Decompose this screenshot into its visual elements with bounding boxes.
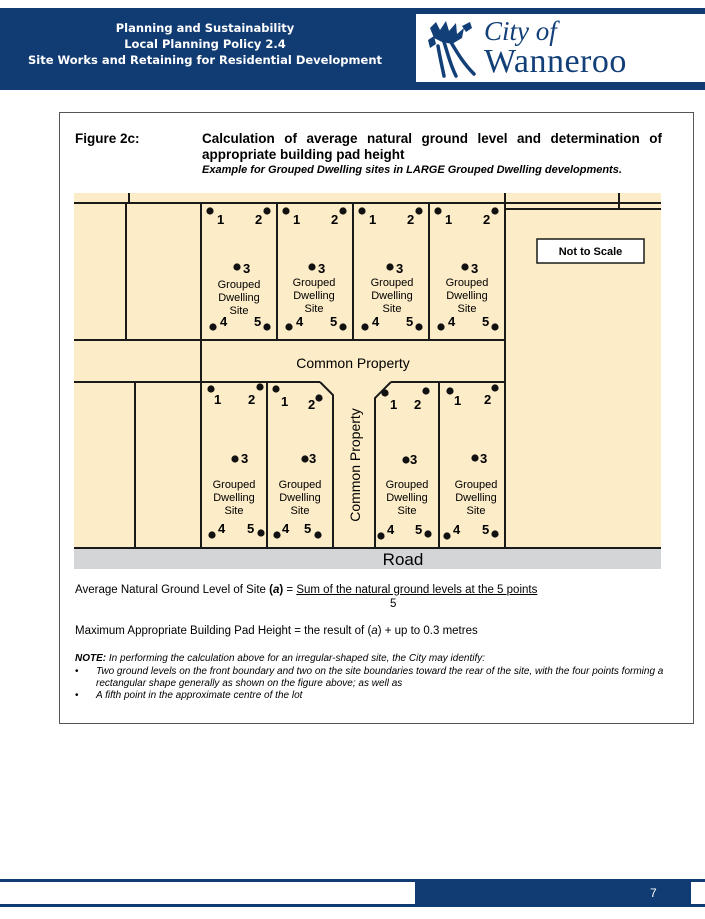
banksia-logo-icon <box>422 18 482 78</box>
survey-point-dot <box>257 529 264 536</box>
note <box>75 653 485 664</box>
header-line-2: Local Planning Policy 2.4 <box>124 37 286 51</box>
survey-point-dot <box>415 207 422 214</box>
survey-point-dot <box>402 456 409 463</box>
survey-point-dot <box>386 263 393 270</box>
survey-point-label: 4 <box>220 314 228 329</box>
site-diagram <box>74 193 661 569</box>
max-height-var: a <box>371 625 378 637</box>
survey-point-label: 2 <box>255 212 263 227</box>
max-height-suffix: ) + up to 0.3 metres <box>377 625 478 637</box>
bullet-dot: • <box>75 690 79 701</box>
survey-point-label: 4 <box>448 314 456 329</box>
survey-point-dot <box>491 323 498 330</box>
logo-city-text: City of <box>484 16 557 46</box>
survey-point-dot <box>422 387 429 394</box>
not-to-scale-label: Not to Scale <box>558 246 623 258</box>
survey-point-label: 2 <box>331 212 339 227</box>
common-property-vertical-label: Common Property <box>347 408 363 522</box>
header-title-block <box>0 20 410 68</box>
site-label-line: Site <box>290 505 310 517</box>
site-label-line: Grouped <box>292 277 336 289</box>
formula-var: a <box>272 584 280 596</box>
survey-point-dot <box>308 263 315 270</box>
survey-point-label: 5 <box>482 314 490 329</box>
survey-point-label: 5 <box>482 522 490 537</box>
city-logo <box>416 14 705 82</box>
average-level-formula <box>75 584 537 596</box>
survey-point-dot <box>206 207 213 214</box>
survey-point-dot <box>491 530 498 537</box>
site-label-line: Dwelling <box>446 290 488 302</box>
survey-point-dot <box>471 454 478 461</box>
survey-point-dot <box>434 207 441 214</box>
footer-bottom-line <box>0 904 705 907</box>
site-label-line: Site <box>304 303 324 315</box>
note-bullet-1-text: Two ground levels on the front boundary and two on the site boundaries toward the rear of the site, with the four points forming a rectangular shape generally as shown on the figure above; as well as <box>96 666 664 689</box>
survey-point-dot <box>272 385 279 392</box>
site-label-line: Site <box>224 505 244 517</box>
survey-point-dot <box>339 207 346 214</box>
note-label: NOTE: <box>75 653 107 664</box>
common-property-label: Common Property <box>296 355 410 371</box>
survey-point-dot <box>263 207 270 214</box>
survey-point-label: 4 <box>282 521 290 536</box>
survey-point-label: 3 <box>309 451 317 466</box>
site-label-line: Site <box>382 303 402 315</box>
site-label-line: Grouped <box>212 479 256 491</box>
survey-point-label: 1 <box>214 392 222 407</box>
header-line-1: Planning and Sustainability <box>115 21 295 35</box>
survey-point-label: 3 <box>318 261 326 276</box>
survey-point-label: 3 <box>243 261 251 276</box>
figure-label: Figure 2c: <box>75 131 140 146</box>
site-label-line: Grouped <box>454 479 498 491</box>
site-label-line: Grouped <box>217 279 261 291</box>
formula-prefix: Average Natural Ground Level of Site <box>75 584 270 596</box>
survey-point-dot <box>231 455 238 462</box>
survey-point-label: 1 <box>293 212 301 227</box>
survey-point-label: 2 <box>308 397 316 412</box>
road-label: Road <box>382 550 424 569</box>
survey-point-label: 5 <box>247 521 255 536</box>
survey-point-label: 1 <box>281 394 289 409</box>
survey-point-dot <box>424 530 431 537</box>
figure-subtitle: Example for Grouped Dwelling sites in LARGE Grouped Dwelling developments. <box>202 164 622 176</box>
survey-point-dot <box>301 455 308 462</box>
site-label-line: Dwelling <box>371 290 413 302</box>
survey-point-dot <box>285 323 292 330</box>
site-label-line: Site <box>397 505 417 517</box>
survey-point-dot <box>263 323 270 330</box>
survey-point-label: 3 <box>241 451 249 466</box>
site-label-line: Dwelling <box>293 290 335 302</box>
survey-point-label: 4 <box>296 314 304 329</box>
survey-point-dot <box>339 323 346 330</box>
survey-point-label: 3 <box>480 451 488 466</box>
formula-equals: = <box>283 584 297 596</box>
max-height-prefix: Maximum Appropriate Building Pad Height = the result of ( <box>75 625 372 637</box>
survey-point-dot <box>209 323 216 330</box>
site-label-line: Dwelling <box>386 492 428 504</box>
survey-point-label: 2 <box>483 212 491 227</box>
survey-point-label: 1 <box>217 212 225 227</box>
survey-point-dot <box>208 531 215 538</box>
survey-point-label: 2 <box>484 392 492 407</box>
survey-point-label: 4 <box>387 522 395 537</box>
survey-point-label: 3 <box>396 261 404 276</box>
survey-point-label: 1 <box>390 397 398 412</box>
survey-point-label: 1 <box>454 393 462 408</box>
survey-point-dot <box>443 532 450 539</box>
site-label-line: Dwelling <box>213 492 255 504</box>
survey-point-label: 1 <box>369 212 377 227</box>
survey-point-label: 3 <box>471 261 479 276</box>
site-label-line: Site <box>229 305 249 317</box>
header-line-3: Site Works and Retaining for Residential Development <box>27 53 383 67</box>
survey-point-dot <box>273 531 280 538</box>
survey-point-label: 5 <box>415 522 423 537</box>
survey-point-dot <box>491 384 498 391</box>
site-label-line: Grouped <box>370 277 414 289</box>
note-text: In performing the calculation above for an irregular-shaped site, the City may identify: <box>106 653 486 664</box>
max-height-formula <box>75 625 478 637</box>
site-label-line: Site <box>466 505 486 517</box>
survey-point-label: 5 <box>330 314 338 329</box>
site-label-line: Dwelling <box>279 492 321 504</box>
survey-point-label: 1 <box>445 212 453 227</box>
bullet-dot: • <box>75 666 79 677</box>
survey-point-dot <box>314 531 321 538</box>
road-strip <box>74 549 661 569</box>
site-label-line: Dwelling <box>455 492 497 504</box>
survey-point-dot <box>461 263 468 270</box>
survey-point-dot <box>446 387 453 394</box>
survey-point-label: 3 <box>410 452 418 467</box>
site-label-line: Grouped <box>445 277 489 289</box>
survey-point-dot <box>256 383 263 390</box>
site-label-line: Grouped <box>385 479 429 491</box>
survey-point-dot <box>358 207 365 214</box>
site-label-line: Site <box>457 303 477 315</box>
survey-point-label: 5 <box>304 521 312 536</box>
survey-point-dot <box>437 323 444 330</box>
survey-point-dot <box>415 323 422 330</box>
survey-point-label: 5 <box>254 314 262 329</box>
survey-point-label: 2 <box>407 212 415 227</box>
note-bullet-2-text: A fifth point in the approximate centre of the lot <box>96 690 303 701</box>
survey-point-dot <box>233 263 240 270</box>
logo-name-text: Wanneroo <box>484 43 627 80</box>
survey-point-dot <box>282 207 289 214</box>
figure-title: Calculation of average natural ground level and determination of appropriate building pad height <box>202 131 662 162</box>
survey-point-dot <box>315 394 322 401</box>
survey-point-label: 5 <box>406 314 414 329</box>
site-label-line: Grouped <box>278 479 322 491</box>
survey-point-label: 4 <box>372 314 380 329</box>
survey-point-dot <box>491 207 498 214</box>
formula-var-close: ) <box>279 584 284 596</box>
formula-denominator: 5 <box>390 598 397 610</box>
formula-var-open: ( <box>269 584 273 596</box>
survey-point-label: 4 <box>218 521 226 536</box>
survey-point-dot <box>381 389 388 396</box>
survey-point-dot <box>361 323 368 330</box>
survey-point-label: 2 <box>248 392 256 407</box>
page-number: 7 <box>650 886 657 900</box>
survey-point-dot <box>377 532 384 539</box>
formula-numerator: Sum of the natural ground levels at the 5 points <box>296 584 538 596</box>
site-label-line: Dwelling <box>218 292 260 304</box>
survey-point-label: 4 <box>453 522 461 537</box>
survey-point-label: 2 <box>414 397 422 412</box>
